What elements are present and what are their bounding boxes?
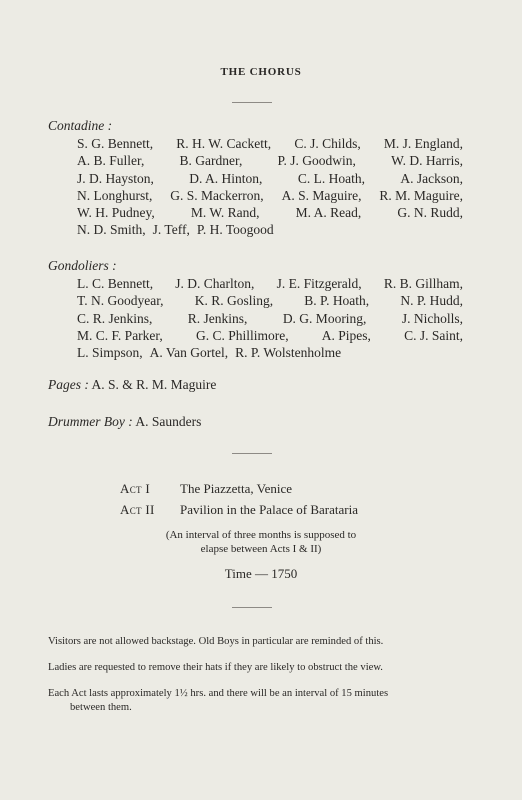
- chorus-name: R. Jenkins,: [187, 310, 248, 326]
- chorus-name: N. P. Hudd,: [400, 293, 463, 309]
- chorus-name: G. N. Rudd,: [397, 205, 463, 221]
- chorus-name: A. S. Maguire,: [281, 187, 362, 203]
- chorus-name: B. P. Hoath,: [304, 293, 370, 309]
- chorus-name: A. Van Gortel,: [149, 345, 229, 361]
- chorus-name: J. D. Charlton,: [175, 276, 255, 291]
- chorus-name: A. Pipes,: [321, 327, 371, 343]
- chorus-name: L. Simpson,: [77, 345, 143, 361]
- duration-notice-line: Each Act lasts approximately 1½ hrs. and there will be an interval of 15 minutes: [48, 688, 389, 699]
- gondoliers-list: [77, 275, 463, 361]
- chorus-name: D. A. Hinton,: [189, 170, 263, 186]
- duration-notice-line: between them.: [70, 701, 132, 713]
- backstage-notice: Visitors are not allowed backstage. Old Boys in particular are reminded of this.: [48, 636, 384, 647]
- name-row: [77, 187, 463, 204]
- divider-rule: [232, 607, 272, 608]
- chorus-name: G. C. Phillimore,: [195, 327, 289, 343]
- chorus-name: J. Nicholls,: [401, 310, 463, 326]
- act-row: [120, 478, 358, 499]
- drummer-label: Drummer Boy :: [48, 414, 133, 429]
- chorus-name: B. Gardner,: [179, 153, 243, 169]
- act-label: Act II: [120, 501, 155, 517]
- act-label: Act I: [120, 480, 150, 496]
- chorus-name: N. D. Smith,: [77, 222, 146, 238]
- chorus-name: C. R. Jenkins,: [77, 310, 153, 326]
- chorus-name: J. E. Fitzgerald,: [276, 276, 362, 291]
- chorus-name: C. J. Saint,: [404, 327, 463, 343]
- chorus-name: J. Teff,: [152, 222, 190, 238]
- chorus-name: W. H. Pudney,: [77, 205, 155, 221]
- pages-line: [48, 377, 216, 393]
- name-row: [77, 292, 463, 309]
- act-setting: The Piazzetta, Venice: [180, 480, 293, 496]
- contadine-list: [77, 135, 463, 239]
- pages-label: Pages :: [48, 377, 89, 392]
- name-row: [77, 310, 463, 327]
- name-row: [77, 221, 463, 238]
- interval-note: [0, 528, 522, 556]
- divider-rule: [232, 453, 272, 454]
- name-row: [77, 135, 463, 152]
- chorus-name: P. J. Goodwin,: [277, 153, 356, 169]
- duration-notice: [48, 687, 388, 714]
- chorus-name: M. C. F. Parker,: [77, 327, 163, 343]
- name-row: [77, 152, 463, 169]
- acts-list: [120, 478, 358, 520]
- chorus-name: S. G. Bennett,: [77, 136, 154, 151]
- chorus-name: C. L. Hoath,: [297, 170, 365, 186]
- act-setting: Pavilion in the Palace of Barataria: [180, 501, 358, 517]
- drummer-value: A. Saunders: [135, 414, 202, 429]
- name-row: [77, 327, 463, 344]
- divider-rule: [232, 102, 272, 103]
- chorus-name: K. R. Gosling,: [194, 293, 274, 309]
- chorus-name: R. P. Wolstenholme: [235, 345, 342, 361]
- chorus-name: M. A. Read,: [295, 205, 362, 221]
- chorus-name: R. B. Gillham,: [383, 276, 463, 291]
- chorus-name: W. D. Harris,: [391, 153, 463, 169]
- chorus-name: N. Longhurst,: [77, 187, 153, 203]
- drummer-line: [48, 414, 201, 430]
- name-row: [77, 275, 463, 292]
- hats-notice: Ladies are requested to remove their hats if they are likely to obstruct the view.: [48, 662, 383, 673]
- chorus-name: M. W. Rand,: [190, 205, 260, 221]
- time-setting: Time — 1750: [224, 566, 298, 581]
- chorus-name: R. H. W. Cackett,: [176, 136, 272, 151]
- pages-value: A. S. & R. M. Maguire: [91, 377, 217, 392]
- chorus-name: T. N. Goodyear,: [77, 293, 164, 309]
- interval-note-line: (An interval of three months is supposed to: [165, 529, 357, 541]
- name-row: [77, 204, 463, 221]
- chorus-name: C. J. Childs,: [294, 136, 361, 151]
- chorus-name: G. S. Mackerron,: [170, 187, 264, 203]
- page-title: THE CHORUS: [220, 66, 302, 78]
- contadine-heading: Contadine :: [48, 118, 113, 133]
- chorus-name: D. G. Mooring,: [282, 310, 367, 326]
- interval-note-line: elapse between Acts I & II): [200, 543, 322, 555]
- chorus-name: M. J. England,: [383, 136, 463, 151]
- chorus-name: J. D. Hayston,: [77, 170, 154, 186]
- name-row: [77, 344, 463, 361]
- chorus-name: L. C. Bennett,: [77, 276, 154, 291]
- chorus-name: A. Jackson,: [400, 170, 463, 186]
- chorus-name: P. H. Toogood: [196, 222, 274, 238]
- name-row: [77, 170, 463, 187]
- gondoliers-heading: Gondoliers :: [48, 258, 117, 273]
- chorus-name: A. B. Fuller,: [77, 153, 145, 169]
- act-row: [120, 499, 358, 520]
- chorus-name: R. M. Maguire,: [379, 187, 463, 203]
